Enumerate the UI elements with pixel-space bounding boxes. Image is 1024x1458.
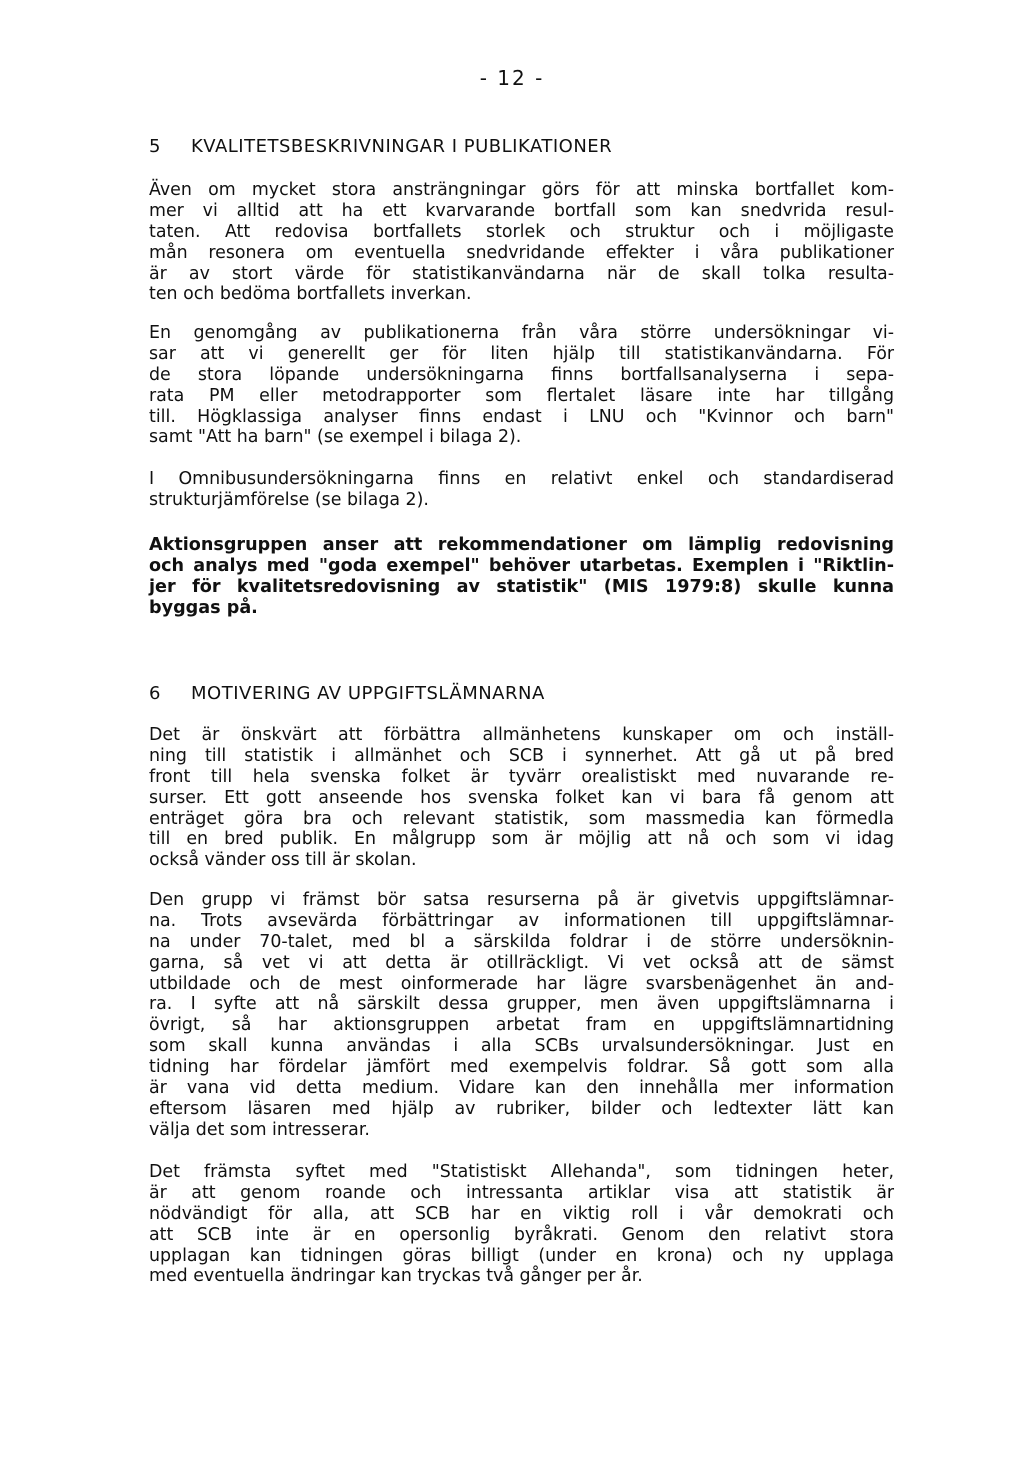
text-line: tidning har fördelar jämfört med exempelvis foldrar. Så gott som alla (149, 1057, 894, 1078)
text-line: till. Högklassiga analyser finns endast i LNU och "Kvinnor och barn" (149, 406, 894, 427)
text-line: utbildade och de mest oinformerade har lägre svarsbenägenhet än and- (149, 973, 894, 994)
paragraph (149, 323, 894, 448)
paragraph (149, 890, 894, 1141)
text-line: jer för kvalitetsredovisning av statistik" (MIS 1979:8) skulle kunna (149, 576, 894, 597)
text-line: de stora löpande undersökningarna finns bortfallsanalyserna i sepa- (149, 364, 894, 385)
section-heading (149, 683, 545, 704)
section-number: 6 (149, 683, 161, 704)
paragraph (149, 469, 894, 511)
text-line: sar att vi generellt ger för liten hjälp till statistikanvändarna. För (149, 343, 894, 364)
text-line: I Omnibusundersökningarna finns en relativt enkel och standardiserad (149, 469, 894, 489)
text-line: är att genom roande och intressanta artiklar visa att statistik är (149, 1182, 894, 1203)
text-line: strukturjämförelse (se bilaga 2). (149, 489, 429, 510)
text-line: till en bred publik. En målgrupp som är möjlig att nå och som vi idag (149, 829, 894, 850)
text-line: är av stort värde för statistikanvändarna när de skall tolka resulta- (149, 263, 894, 284)
text-line: En genomgång av publikationerna från våra större undersökningar vi- (149, 323, 894, 343)
text-line: taten. Att redovisa bortfallets storlek och struktur och i möjligaste (149, 221, 894, 242)
text-line: och analys med "goda exempel" behöver utarbetas. Exemplen i "Riktlin- (149, 555, 894, 576)
text-line: front till hela svenska folket är tyvärr orealistiskt med nuvarande re- (149, 766, 894, 787)
text-line: övrigt, så har aktionsgruppen arbetat fram en uppgiftslämnartidning (149, 1015, 894, 1036)
text-line: ra. I syfte att nå särskilt dessa grupper, men även uppgiftslämnarna i (149, 994, 894, 1015)
paragraph-emphasis (149, 535, 894, 619)
section-title: MOTIVERING AV UPPGIFTSLÄMNARNA (191, 683, 545, 704)
section-heading (149, 136, 612, 157)
text-line: som skall kunna användas i alla SCBs urvalsundersökningar. Just en (149, 1036, 894, 1057)
text-line: eftersom läsaren med hjälp av rubriker, bilder och ledtexter lätt kan (149, 1098, 894, 1119)
text-line: med eventuella ändringar kan tryckas två gånger per år. (149, 1266, 643, 1287)
text-line: na under 70-talet, med bl a särskilda foldrar i de större undersöknin- (149, 931, 894, 952)
text-line: ten och bedöma bortfallets inverkan. (149, 284, 472, 305)
text-line: rata PM eller metodrapporter som flertalet läsare inte har tillgång (149, 385, 894, 406)
text-line: enträget göra bra och relevant statistik, som massmedia kan förmedla (149, 808, 894, 829)
text-line: mån resonera om eventuella snedvridande effekter i våra publikationer (149, 242, 894, 263)
text-line: ning till statistik i allmänhet och SCB i synnerhet. Att gå ut på bred (149, 745, 894, 766)
text-line: Det främsta syftet med "Statistiskt Allehanda", som tidningen heter, (149, 1162, 894, 1182)
section-number: 5 (149, 136, 161, 157)
text-line: är vana vid detta medium. Vidare kan den innehålla mer information (149, 1078, 894, 1099)
text-line: välja det som intresserar. (149, 1119, 370, 1140)
text-line: upplagan kan tidningen göras billigt (under en krona) och ny upplaga (149, 1245, 894, 1266)
text-line: att SCB inte är en opersonlig byråkrati. Genom den relativt stora (149, 1224, 894, 1245)
text-line: Även om mycket stora ansträngningar görs för att minska bortfallet kom- (149, 180, 894, 200)
text-line: samt "Att ha barn" (se exempel i bilaga 2). (149, 427, 522, 448)
page-number: - 12 - (479, 66, 545, 90)
text-line: Den grupp vi främst bör satsa resurserna på är givetvis uppgiftslämnar- (149, 890, 894, 910)
text-line: nödvändigt för alla, att SCB har en viktig roll i vår demokrati och (149, 1203, 894, 1224)
paragraph (149, 725, 894, 871)
text-line: Aktionsgruppen anser att rekommendationer om lämplig redovisning (149, 535, 894, 555)
paragraph (149, 180, 894, 305)
text-line: na. Trots avsevärda förbättringar av informationen till uppgiftslämnar- (149, 910, 894, 931)
text-line: garna, så vet vi att detta är otillräckligt. Vi vet också att de sämst (149, 952, 894, 973)
section-title: KVALITETSBESKRIVNINGAR I PUBLIKATIONER (191, 136, 613, 157)
paragraph (149, 1162, 894, 1287)
text-line: byggas på. (149, 597, 258, 618)
text-line: surser. Ett gott anseende hos svenska folket kan vi bara få genom att (149, 787, 894, 808)
text-line: mer vi alltid att ha ett kvarvarande bortfall som kan snedvrida resul- (149, 200, 894, 221)
text-line: Det är önskvärt att förbättra allmänhetens kunskaper om och inställ- (149, 725, 894, 745)
text-line: också vänder oss till är skolan. (149, 850, 417, 871)
